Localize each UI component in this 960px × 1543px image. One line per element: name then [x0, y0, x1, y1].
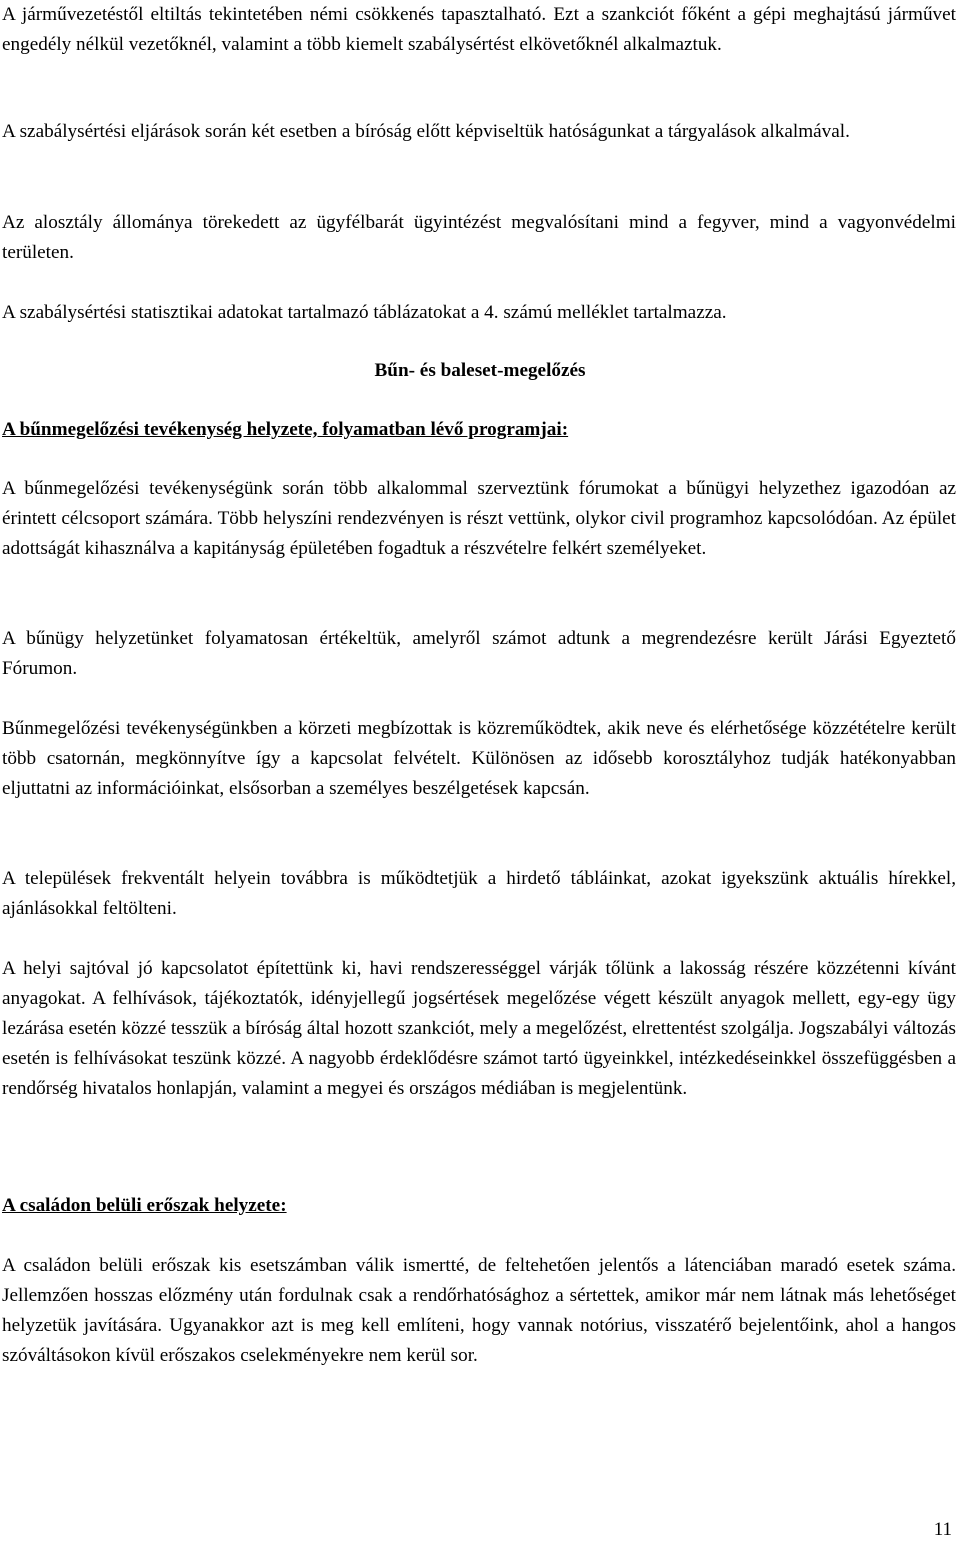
subsection-heading-crime-prevention: A bűnmegelőzési tevékenység helyzete, folyamatban lévő programjai:	[2, 419, 569, 440]
section-title: Bűn- és baleset-megelőzés	[374, 360, 586, 381]
paragraph-statistics-annex: A szabálysértési statisztikai adatokat tartalmazó táblázatokat a 4. számú melléklet tartalmazza.	[2, 302, 727, 323]
paragraph-district-officers: Bűnmegelőzési tevékenységünkben a körzeti megbízottak is közreműködtek, akik neve és elérhetősége közzétételre került több csatornán, megkönnyítve így a kapcsolat felvételt. Különösen az idősebb korosztályhoz tudják hatékonyabban eljuttatni az információinkat, elsősorban a személyes beszélgetések kapcsán.	[2, 718, 956, 799]
paragraph-driving-ban: A járművezetéstől eltiltás tekintetében némi csökkenés tapasztalható. Ezt a szankciót főként a gépi meghajtású járművet engedély nélkül vezetőknél, valamint a több kiemelt szabálysértést elkövetőknél alkalmaztuk.	[2, 4, 956, 55]
paragraph-forums: A bűnmegelőzési tevékenységünk során több alkalommal szerveztünk fórumokat a bűnügyi helyzethez igazodóan az érintett célcsoport számára. Több helyszíni rendezvényen is részt vettünk, olykor civil programhoz kapcsolódóan. Az épület adottságát kihasználva a kapitányság épületében fogadtuk a részvételre felkért személyeket.	[2, 478, 956, 559]
paragraph-domestic-violence: A családon belüli erőszak kis esetszámban válik ismertté, de feltehetően jelentős a látenciában maradó esetek száma. Jellemzően hosszas előzmény után fordulnak csak a rendőrhatósághoz a sértettek, amikor már nem látnak más lehetőséget helyzetük javítására. Ugyanakkor azt is meg kell említeni, hogy vannak notórius, visszatérő bejelentőink, ahol a hangos szóváltásokon kívül erőszakos cselekményekre nem kerül sor.	[2, 1255, 956, 1366]
page-number: 11	[933, 1519, 952, 1540]
paragraph-client-friendly: Az alosztály állománya törekedett az ügyfélbarát ügyintézést megvalósítani mind a fegyver, mind a vagyonvédelmi területen.	[2, 212, 956, 263]
paragraph-court-representation: A szabálysértési eljárások során két esetben a bíróság előtt képviseltük hatóságunkat a tárgyalások alkalmával.	[2, 121, 850, 142]
paragraph-crime-evaluation: A bűnügy helyzetünket folyamatosan értékeltük, amelyről számot adtunk a megrendezésre került Járási Egyeztető Fórumon.	[2, 628, 956, 679]
paragraph-local-press: A helyi sajtóval jó kapcsolatot építettünk ki, havi rendszerességgel várják tőlünk a lakosság részére közzétenni kívánt anyagokat. A felhívások, tájékoztatók, idényjellegű jogsértések megelőzése végett készült anyagok mellett, egy-egy ügy lezárása esetén közzé tesszük a bíróság által hozott szankciót, mely a megelőzést, elrettentést szolgálja. Jogszabályi változás esetén is felhívásokat teszünk közzé. A nagyobb érdeklődésre számot tartó ügyeinkkel, intézkedéseinkkel összefüggésben a rendőrség hivatalos honlapján, valamint a megyei és országos médiában is megjelentünk.	[2, 958, 956, 1099]
subsection-heading-domestic-violence: A családon belüli erőszak helyzete:	[2, 1195, 287, 1216]
paragraph-notice-boards: A települések frekventált helyein továbbra is működtetjük a hirdető tábláinkat, azokat igyekszünk aktuális hírekkel, ajánlásokkal feltölteni.	[2, 868, 956, 919]
